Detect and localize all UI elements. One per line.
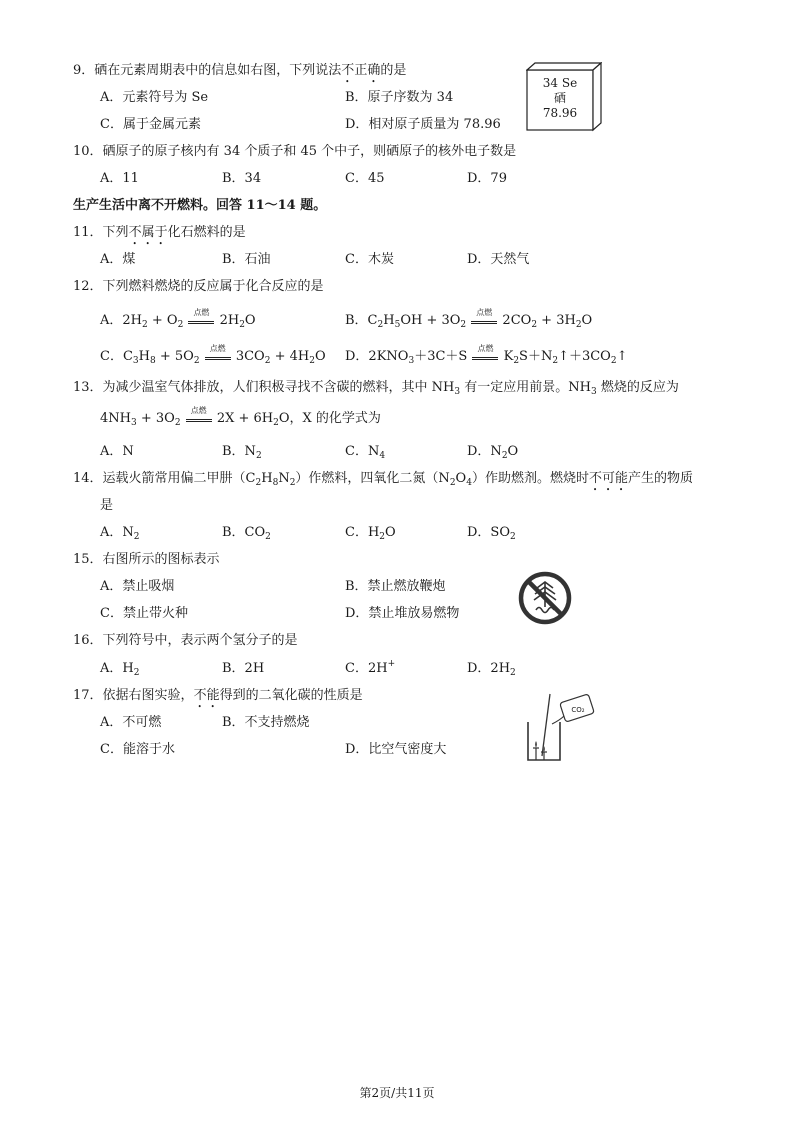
q13-option-d: D．$N_2O$	[467, 444, 519, 461]
q11-stem: 11．下列不属于化石燃料的是	[73, 225, 246, 240]
selenium-element-tile	[526, 62, 602, 132]
q17-option-a: A．不可燃	[100, 715, 162, 730]
q12-option-b: B．$C_2H_5OH + 3O_2$ 点燃 $2CO_2 + 3H_2O$	[345, 308, 593, 330]
q14-stem: 14．运载火箭常用偏二甲肼$(C_2H_8N_2)$作燃料，四氧化二氮$(N_2O_4)$作助燃剂。燃烧时不可能产生的物质	[73, 471, 693, 488]
q16-option-b: B．2H	[222, 661, 265, 676]
tile-element-name: 硒	[553, 91, 566, 105]
q13-option-c: C．$N_4$	[345, 444, 386, 461]
q10-option-a: A．11	[100, 171, 139, 186]
q14-option-a: A．$N_2$	[100, 525, 140, 542]
q17-option-b: B．不支持燃烧	[222, 715, 310, 730]
q16-option-c: C．2H+	[345, 659, 396, 676]
q13-option-b: B．$N_2$	[222, 444, 262, 461]
q16-option-a: A．$H_2$	[100, 661, 140, 678]
q14-option-d: D．$SO_2$	[467, 525, 516, 542]
q12-stem: 12．下列燃料燃烧的反应属于化合反应的是	[73, 279, 324, 294]
q13-option-a: A．N	[100, 444, 134, 459]
q12-option-d: D．$2KNO_3+3C+S$ 点燃 $K_2S+N_2↑+3CO_2↑$	[345, 344, 628, 366]
q11-option-d: D．天然气	[467, 252, 530, 267]
reaction-condition: 点燃	[205, 348, 231, 366]
reaction-condition: 点燃	[186, 410, 212, 428]
q11-option-c: C．木炭	[345, 252, 394, 267]
reaction-condition: 点燃	[471, 312, 497, 330]
q14-option-b: B．$CO_2$	[222, 525, 271, 542]
q13-equation: $4NH_3 + 3O_2$ 点燃 $2X + 6H_2O$，X 的化学式为	[100, 406, 381, 428]
reaction-condition: 点燃	[472, 348, 498, 366]
q16-option-d: D．$2H_2$	[467, 661, 516, 678]
q15-option-c: C．禁止带火种	[100, 606, 188, 621]
q9-option-b: B．原子序数为 34	[345, 90, 454, 105]
tile-number-symbol: 34 Se	[542, 76, 578, 90]
q15-option-b: B．禁止燃放鞭炮	[345, 579, 446, 594]
q9-option-c: C．属于金属元素	[100, 117, 201, 132]
q12-option-a: A．$2H_2 + O_2$ 点燃 $2H_2O$	[100, 308, 256, 330]
tile-atomic-mass: 78.96	[542, 106, 578, 120]
no-fireworks-sign-icon	[517, 570, 573, 626]
q17-option-c: C．能溶于水	[100, 742, 175, 757]
q10-option-d: D．79	[467, 171, 507, 186]
q9-option-d: D．相对原子质量为 78.96	[345, 117, 501, 132]
page-footer: 第2页/共11页	[359, 1086, 435, 1100]
q9-stem: 9．硒在元素周期表中的信息如右图，下列说法不正确的是	[73, 63, 407, 78]
q14-option-c: C．$H_2O$	[345, 525, 396, 542]
q17-option-d: D．比空气密度大	[345, 742, 447, 757]
q13-stem: 13．为减少温室气体排放，人们积极寻找不含碳的燃料，其中 $NH_3$ 有一定应用前景。$NH_3$ 燃烧的反应为	[73, 380, 679, 397]
reaction-condition: 点燃	[188, 312, 214, 330]
q10-option-b: B．34	[222, 171, 262, 186]
q9-option-a: A．元素符号为 Se	[100, 90, 209, 105]
co2-label: CO₂	[571, 706, 585, 714]
q15-stem: 15．右图所示的图标表示	[73, 552, 220, 567]
q12-option-c: C．$C_3H_8 + 5O_2$ 点燃 $3CO_2 + 4H_2O$	[100, 344, 326, 366]
q17-stem: 17．依据右图实验，不能得到的二氧化碳的性质是	[73, 688, 363, 703]
q16-stem: 16．下列符号中，表示两个氢分子的是	[73, 633, 298, 648]
section-header: 生产生活中离不开燃料。回答 11～14 题。	[73, 198, 327, 213]
q11-option-a: A．煤	[100, 252, 136, 267]
q10-stem: 10．硒原子的原子核内有 34 个质子和 45 个中子，则硒原子的核外电子数是	[73, 144, 517, 159]
co2-experiment-figure	[520, 690, 602, 764]
q10-option-c: C．45	[345, 171, 385, 186]
q14-stem-continued: 是	[100, 498, 114, 513]
q11-option-b: B．石油	[222, 252, 271, 267]
q15-option-d: D．禁止堆放易燃物	[345, 606, 460, 621]
q15-option-a: A．禁止吸烟	[100, 579, 175, 594]
